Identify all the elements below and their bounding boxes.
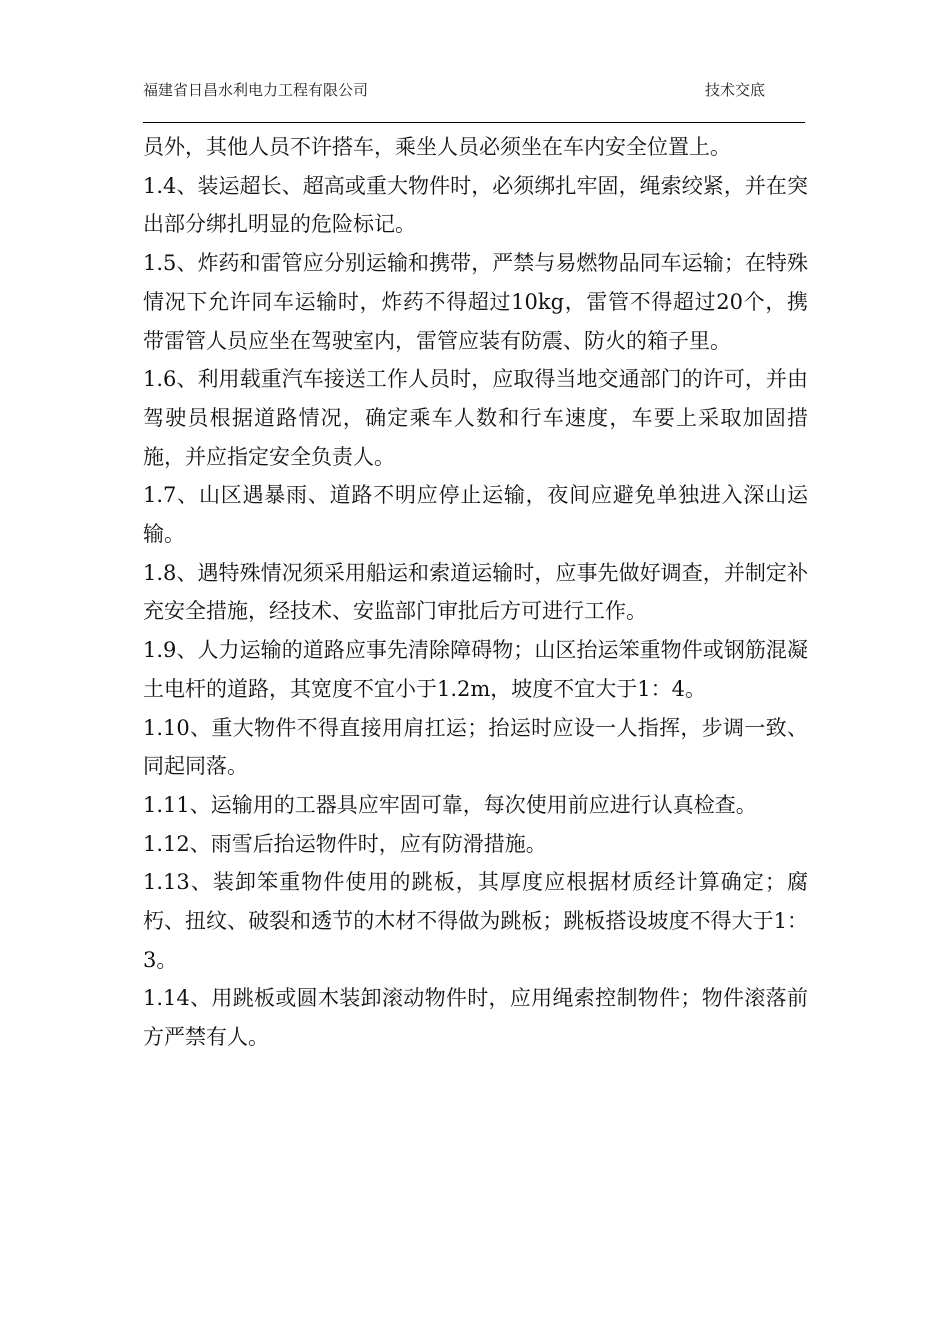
document-type: 技术交底 xyxy=(705,81,766,99)
paragraph-1-14: 1.14、用跳板或圆木装卸滚动物件时，应用绳索控制物件；物件滚落前方严禁有人。 xyxy=(143,986,808,1050)
paragraph-1-6: 1.6、利用载重汽车接送工作人员时，应取得当地交通部门的许可，并由驾驶员根据道路情况，确定乘车人数和行车速度，车要上采取加固措施，并应指定安全负责人。 xyxy=(143,367,808,469)
page-header xyxy=(143,80,805,104)
paragraph-continued: 员外，其他人员不许搭车，乘坐人员必须坐在车内安全位置上。 xyxy=(143,135,731,159)
document-body xyxy=(143,128,808,1057)
paragraph-1-9: 1.9、人力运输的道路应事先清除障碍物；山区抬运笨重物件或钢筋混凝土电杆的道路，其宽度不宜小于1.2m，坡度不宜大于1：4。 xyxy=(143,638,808,701)
paragraph-1-4: 1.4、装运超长、超高或重大物件时，必须绑扎牢固，绳索绞紧，并在突出部分绑扎明显的危险标记。 xyxy=(143,173,808,237)
company-name: 福建省日昌水利电力工程有限公司 xyxy=(143,81,369,99)
header-divider xyxy=(143,122,805,123)
paragraph-1-8: 1.8、遇特殊情况须采用船运和索道运输时，应事先做好调查，并制定补充安全措施，经技术、安监部门审批后方可进行工作。 xyxy=(143,560,808,624)
paragraph-1-12: 1.12、雨雪后抬运物件时，应有防滑措施。 xyxy=(143,831,547,856)
paragraph-1-13: 1.13、装卸笨重物件使用的跳板，其厚度应根据材质经计算确定；腐朽、扭纹、破裂和透节的木材不得做为跳板；跳板搭设坡度不得大于1：3。 xyxy=(143,870,808,972)
paragraph-1-5: 1.5、炸药和雷管应分别运输和携带，严禁与易燃物品同车运输；在特殊情况下允许同车运输时，炸药不得超过10kg，雷管不得超过20个，携带雷管人员应坐在驾驶室内，雷管应装有防震、防火的箱子里。 xyxy=(143,251,808,353)
paragraph-1-7: 1.7、山区遇暴雨、道路不明应停止运输，夜间应避免单独进入深山运输。 xyxy=(143,483,808,547)
paragraph-1-11: 1.11、运输用的工器具应牢固可靠，每次使用前应进行认真检查。 xyxy=(143,792,757,817)
paragraph-1-10: 1.10、重大物件不得直接用肩扛运；抬运时应设一人指挥，步调一致、同起同落。 xyxy=(143,715,808,779)
